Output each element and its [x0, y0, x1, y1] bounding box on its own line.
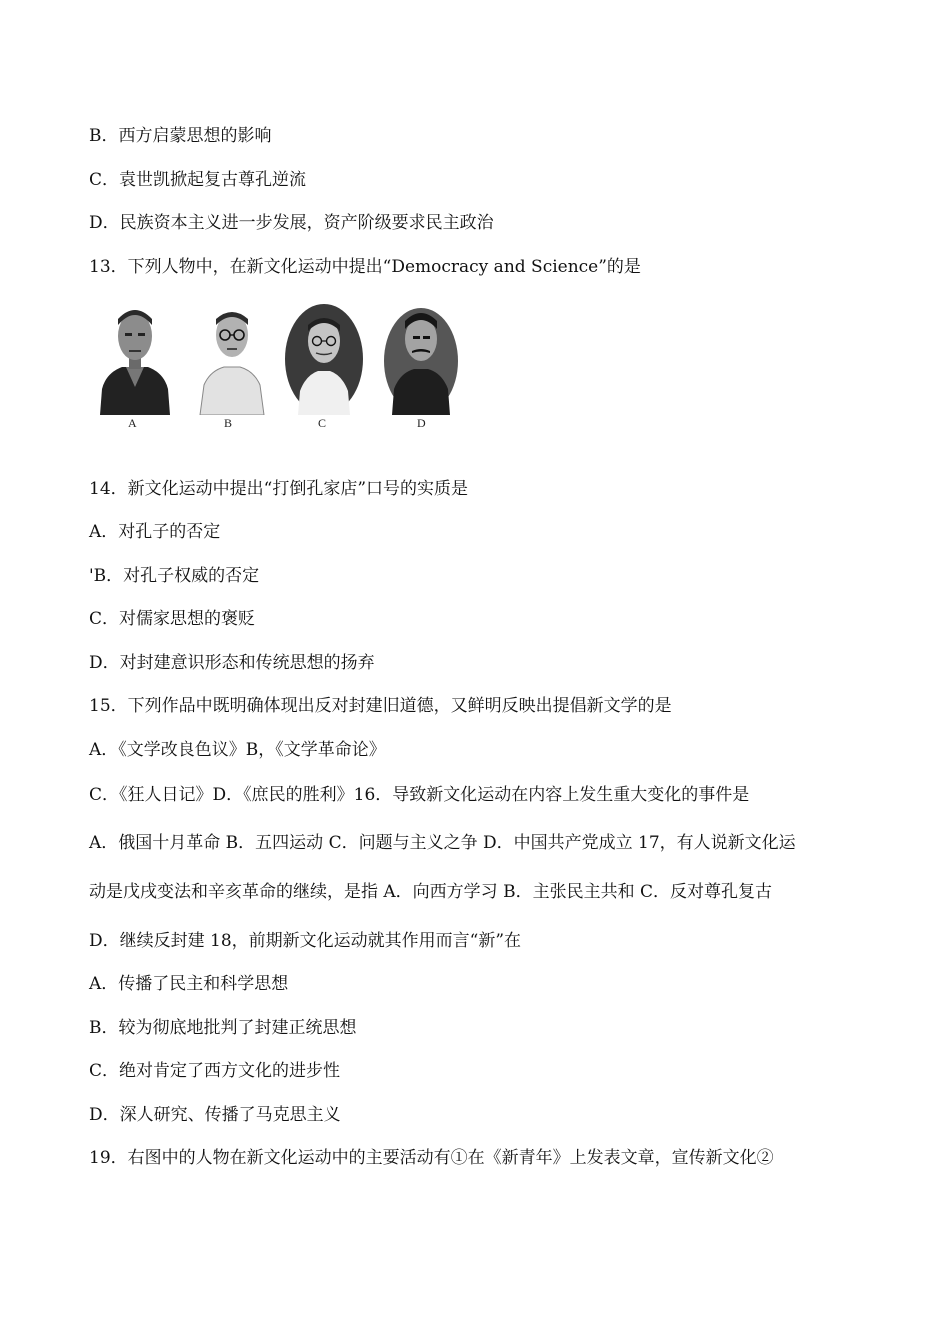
- q16-options-q17: A．俄国十月革命 B．五四运动 C．问题与主义之争 D．中国共产党成立 17，有人说新文化运: [89, 833, 796, 853]
- q15-options-cd-q16: C．《狂人日记》D．《庶民的胜利》16．导致新文化运动在内容上发生重大变化的事件是: [89, 785, 750, 805]
- q18-option-c: C．绝对肯定了西方文化的进步性: [89, 1061, 341, 1081]
- portrait-c-label: C: [318, 416, 327, 430]
- question-19: 19．右图中的人物在新文化运动中的主要活动有①在《新青年》上发表文章，宣传新文化②: [89, 1148, 774, 1168]
- portrait-a-label: A: [128, 416, 137, 430]
- q17-option-d-q18: D．继续反封建 18，前期新文化运动就其作用而言“新”在: [89, 931, 522, 951]
- portrait-options-figure: [92, 303, 472, 430]
- q18-option-d: D．深人研究、传播了马克思主义: [89, 1105, 341, 1125]
- portrait-d-label: D: [417, 416, 426, 430]
- portrait-d-image: [382, 303, 460, 415]
- line-d-national-capital: D．民族资本主义进一步发展，资产阶级要求民主政治: [89, 213, 494, 233]
- q18-option-b: B．较为彻底地批判了封建正统思想: [89, 1018, 357, 1038]
- q14-option-b: 'B．对孔子权威的否定: [89, 566, 260, 586]
- q18-option-a: A．传播了民主和科学思想: [89, 974, 289, 994]
- portrait-b-image: [196, 303, 268, 415]
- line-b-enlightenment: B．西方启蒙思想的影响: [89, 126, 272, 146]
- portrait-c-image: [284, 303, 364, 415]
- q14-option-a: A．对孔子的否定: [89, 522, 221, 542]
- q14-option-d: D．对封建意识形态和传统思想的扬弃: [89, 653, 375, 673]
- question-13: 13．下列人物中，在新文化运动中提出“Democracy and Science”的是: [89, 257, 641, 277]
- portrait-b-label: B: [224, 416, 233, 430]
- question-14: 14．新文化运动中提出“打倒孔家店”口号的实质是: [89, 479, 469, 499]
- portrait-a-image: [96, 303, 174, 415]
- q14-option-c: C．对儒家思想的褒贬: [89, 609, 256, 629]
- q17-continued: 动是戊戌变法和辛亥革命的继续，是指 A．向西方学习 B．主张民主共和 C．反对尊孔复古: [89, 882, 772, 902]
- q15-options-ab: A．《文学改良色议》B，《文学革命论》: [89, 740, 386, 760]
- line-c-yuan-shikai: C．袁世凯掀起复古尊孔逆流: [89, 170, 307, 190]
- question-15: 15．下列作品中既明确体现出反对封建旧道德，又鲜明反映出提倡新文学的是: [89, 696, 672, 716]
